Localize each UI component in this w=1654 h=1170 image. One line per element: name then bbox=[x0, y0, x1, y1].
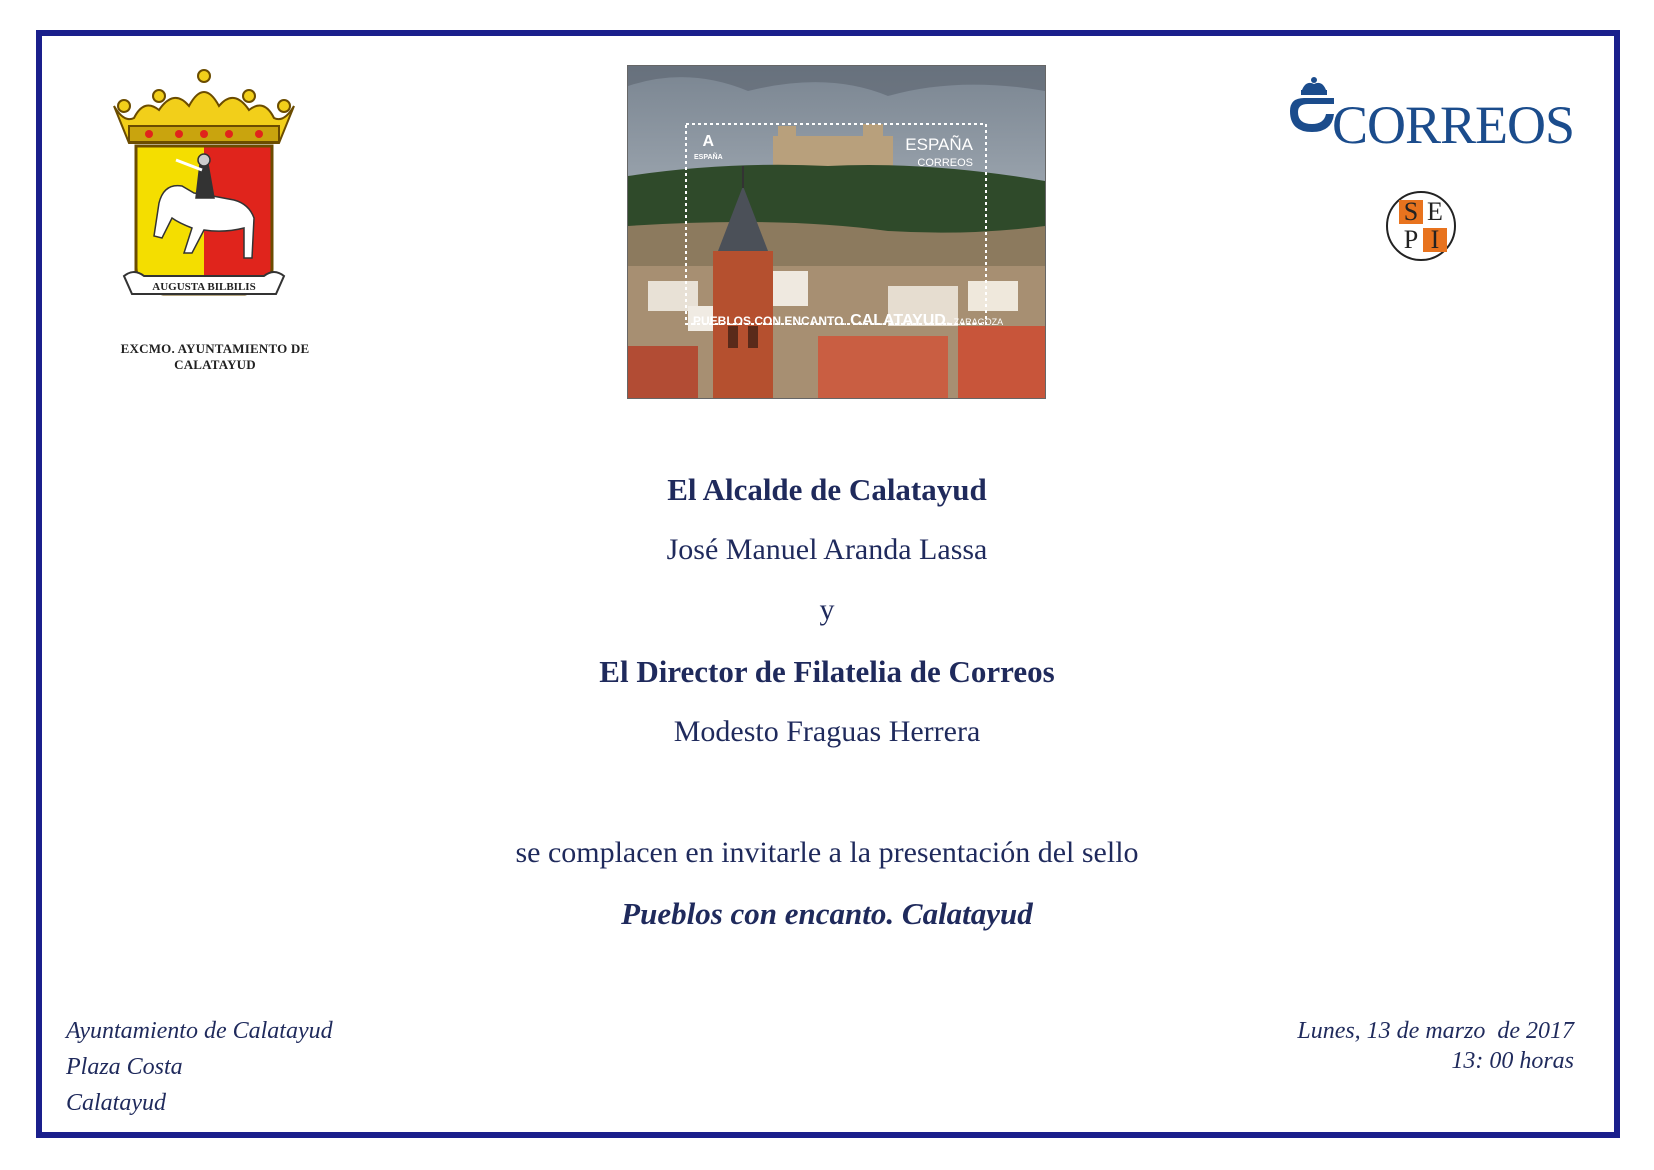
crest-ribbon-text: AUGUSTA BILBILIS bbox=[152, 281, 256, 293]
calatayud-coat-of-arms bbox=[104, 68, 304, 318]
address-line-3: Calatayud bbox=[66, 1090, 166, 1116]
crest-caption: EXCMO. AYUNTAMIENTO DE CALATAYUD bbox=[120, 341, 310, 372]
correos-wordmark: CORREOS bbox=[1332, 95, 1575, 155]
svg-text:E: E bbox=[1427, 197, 1443, 226]
stamp-value-mark: A ESPAÑA bbox=[694, 133, 723, 161]
stamp-country: ESPAÑA CORREOS bbox=[905, 135, 973, 169]
invitation-text: se complacen en invitarle a la presentación del sello bbox=[515, 836, 1139, 869]
event-time: 13: 00 horas bbox=[1451, 1048, 1574, 1074]
stamp-image bbox=[627, 65, 1046, 399]
rooftops bbox=[628, 266, 1045, 398]
mayor-name: José Manuel Aranda Lassa bbox=[666, 533, 988, 566]
conjunction: y bbox=[819, 593, 835, 626]
svg-text:I: I bbox=[1430, 225, 1440, 254]
address-line-2: Plaza Costa bbox=[66, 1054, 183, 1080]
address-line-1: Ayuntamiento de Calatayud bbox=[66, 1018, 333, 1044]
stamp-name: Pueblos con encanto. Calatayud bbox=[621, 896, 1033, 931]
event-date: Lunes, 13 de marzo de 2017 bbox=[1297, 1018, 1574, 1044]
crown-icon bbox=[114, 70, 294, 143]
stamp-title: PUEBLOS CON ENCANTO. CALATAYUD. ZARAGOZA bbox=[693, 312, 1004, 329]
correos-logo bbox=[1284, 76, 1575, 162]
svg-text:P: P bbox=[1403, 225, 1419, 254]
mayor-title: El Alcalde de Calatayud bbox=[667, 472, 987, 507]
sepi-logo bbox=[1381, 186, 1461, 266]
svg-text:S: S bbox=[1403, 197, 1419, 226]
director-name: Modesto Fraguas Herrera bbox=[673, 715, 981, 748]
director-title: El Director de Filatelia de Correos bbox=[599, 654, 1055, 689]
stamp-photo-illustration bbox=[628, 66, 1045, 398]
